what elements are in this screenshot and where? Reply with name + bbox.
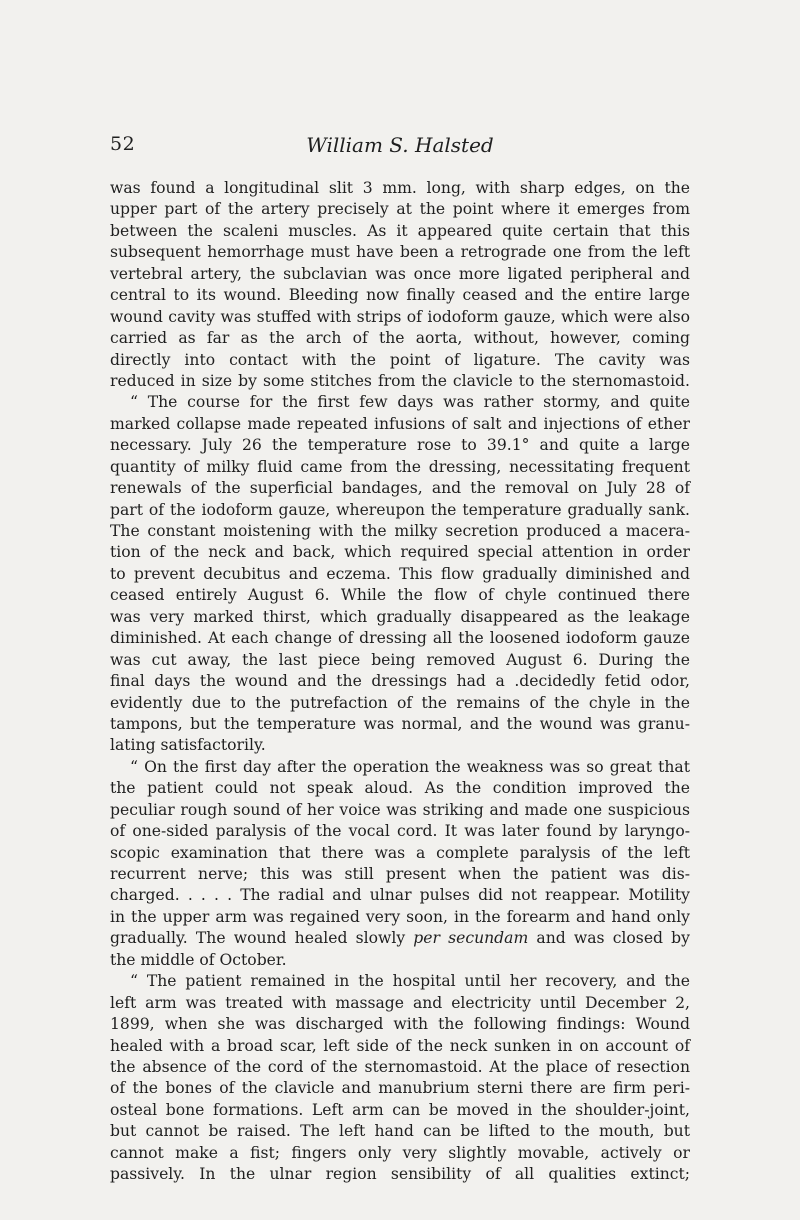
text-line: ceased entirely August 6. While the flow of chyle continued there	[110, 586, 690, 605]
text-line: carried as far as the arch of the aorta, without, however, coming	[110, 329, 690, 348]
text-line: osteal bone formations. Left arm can be moved in the shoulder-joint,	[110, 1100, 690, 1119]
text-line: peculiar rough sound of her voice was striking and made one suspicious	[110, 800, 690, 819]
text-line: cannot make a fist; fingers only very slightly movable, actively or	[110, 1143, 690, 1162]
text-line: to prevent decubitus and eczema. This flow gradually diminished and	[110, 564, 690, 583]
text-line: in the upper arm was regained very soon, in the forearm and hand only	[110, 907, 690, 926]
text-line: quantity of milky fluid came from the dressing, necessitating frequent	[110, 457, 690, 476]
text-line: renewals of the superficial bandages, and the removal on July 28 of	[110, 479, 690, 498]
text-line: healed with a broad scar, left side of the neck sunken in on account of	[110, 1036, 690, 1055]
text-line: was found a longitudinal slit 3 mm. long, with sharp edges, on the	[110, 179, 690, 197]
text-line: tion of the neck and back, which required special attention in order	[110, 543, 690, 562]
text-line: upper part of the artery precisely at the point where it emerges from	[110, 200, 690, 219]
text-line: diminished. At each change of dressing all the loosened iodoform gauze	[110, 629, 690, 648]
text-line: vertebral artery, the subclavian was once more ligated peripheral and	[110, 264, 690, 283]
text-line: directly into contact with the point of ligature. The cavity was	[110, 350, 690, 369]
page-number: 52	[110, 133, 136, 155]
text-line: charged. . . . . The radial and ulnar pulses did not reappear. Motility	[110, 886, 690, 905]
text-run: and was closed by	[528, 929, 690, 948]
text-line: necessary. July 26 the temperature rose to 39.1° and quite a large	[110, 436, 690, 455]
text-line: The constant moistening with the milky secretion produced a macera-	[110, 522, 690, 540]
text-line: scopic examination that there was a complete paralysis of the left	[110, 843, 690, 862]
body-text	[110, 178, 690, 1186]
text-line: recurrent nerve; this was still present when the patient was dis-	[110, 865, 690, 883]
paragraph-start-line: “ On the first day after the operation the weakness was so great that	[130, 757, 690, 776]
text-run: gradually. The wound healed slowly	[110, 929, 414, 948]
paragraph-start-line: “ The patient remained in the hospital until her recovery, and the	[130, 972, 690, 991]
text-line: was very marked thirst, which gradually disappeared as the leakage	[110, 607, 690, 626]
text-line: 1899, when she was discharged with the following findings: Wound	[110, 1015, 690, 1034]
text-line-with-italic	[110, 928, 690, 949]
text-line: tampons, but the temperature was normal, and the wound was granu-	[110, 714, 690, 733]
text-line: but cannot be raised. The left hand can be lifted to the mouth, but	[110, 1122, 690, 1141]
text-line: reduced in size by some stitches from the clavicle to the sternomastoid.	[110, 371, 690, 390]
text-line: evidently due to the putrefaction of the remains of the chyle in the	[110, 693, 690, 712]
italic-phrase: per secundam	[413, 929, 529, 948]
text-line: was cut away, the last piece being removed August 6. During the	[110, 650, 690, 669]
text-line: between the scaleni muscles. As it appeared quite certain that this	[110, 221, 690, 240]
text-line: central to its wound. Bleeding now finally ceased and the entire large	[110, 286, 690, 305]
paragraph-start-line: “ The course for the first few days was rather stormy, and quite	[130, 393, 690, 412]
running-title: William S. Halsted	[306, 133, 494, 157]
text-line: final days the wound and the dressings had a .decidedly fetid odor,	[110, 672, 690, 691]
text-line: of one-sided paralysis of the vocal cord. It was later found by laryngo-	[110, 822, 690, 841]
text-line: wound cavity was stuffed with strips of iodoform gauze, which were also	[110, 307, 690, 326]
text-line: subsequent hemorrhage must have been a retrograde one from the left	[110, 243, 690, 262]
text-line: left arm was treated with massage and electricity until December 2,	[110, 993, 690, 1012]
text-line: part of the iodoform gauze, whereupon the temperature gradually sank.	[110, 500, 690, 519]
text-line: the absence of the cord of the sternomastoid. At the place of resection	[110, 1057, 690, 1076]
paragraph-end-line: the middle of October.	[110, 950, 287, 969]
text-line: marked collapse made repeated infusions of salt and injections of ether	[110, 414, 690, 433]
text-line: the patient could not speak aloud. As the condition improved the	[110, 779, 690, 798]
text-line: of the bones of the clavicle and manubrium sterni there are firm peri-	[110, 1079, 690, 1098]
text-line: passively. In the ulnar region sensibility of all qualities extinct;	[110, 1165, 690, 1184]
paragraph-end-line: lating satisfactorily.	[110, 736, 266, 755]
